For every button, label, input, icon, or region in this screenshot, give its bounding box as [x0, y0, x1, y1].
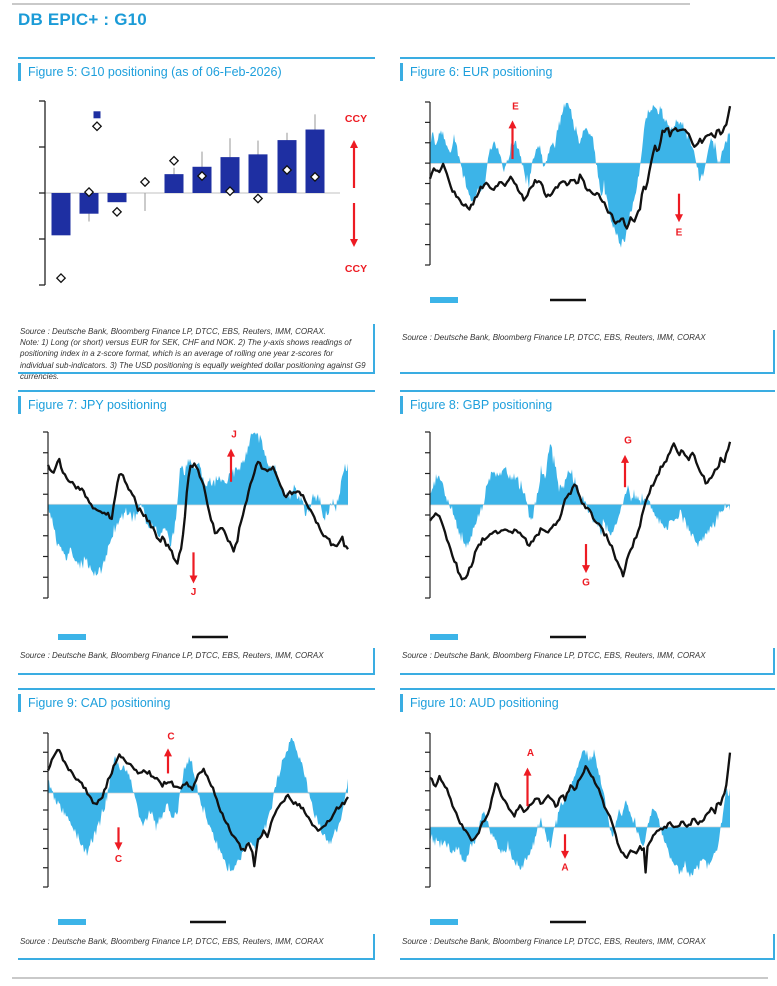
legend-area-swatch	[430, 919, 458, 925]
page-title: DB EPIC+ : G10	[18, 10, 147, 29]
figure-8-panel	[400, 390, 775, 675]
svg-text:CCY: CCY	[344, 113, 368, 125]
figure-5-footer	[18, 324, 375, 381]
gbp-positioning-chart	[400, 390, 775, 675]
figure-5-panel	[18, 57, 375, 381]
svg-text:J: J	[190, 587, 197, 599]
figure-6-title: Figure 6: EUR positioning	[400, 63, 552, 81]
svg-text:J: J	[231, 429, 237, 441]
figure-9-footer	[18, 934, 375, 960]
svg-text:G: G	[582, 577, 590, 589]
svg-text:C: C	[167, 731, 175, 743]
figure-10-panel	[400, 688, 775, 960]
figure-5-note: Note: 1) Long (or short) versus EUR for SEK, CHF and NOK. 2) The y-axis shows readings of positioning index in a z-score format, which is an average of rolling one year z-scores for individual sub-indicators. 3) The USD positioning is equally weighted dollar positioning against G9 currencies.	[20, 338, 366, 381]
svg-text:A: A	[526, 748, 535, 760]
figure-10-source: Source : Deutsche Bank, Bloomberg Finance LP, DTCC, EBS, Reuters, IMM, CORAX	[402, 937, 706, 946]
svg-text:E: E	[675, 227, 683, 239]
figure-8-footer	[400, 648, 775, 675]
figure-9-source: Source : Deutsche Bank, Bloomberg Finance LP, DTCC, EBS, Reuters, IMM, CORAX	[20, 937, 324, 946]
figure-7-source: Source : Deutsche Bank, Bloomberg Finance LP, DTCC, EBS, Reuters, IMM, CORAX	[20, 651, 324, 660]
legend-area-swatch	[430, 297, 458, 303]
figure-8-source: Source : Deutsche Bank, Bloomberg Finance LP, DTCC, EBS, Reuters, IMM, CORAX	[402, 651, 706, 660]
svg-text:G: G	[624, 435, 632, 447]
legend-area-swatch	[58, 919, 86, 925]
aud-positioning-chart	[400, 688, 775, 960]
figure-5-source: Source : Deutsche Bank, Bloomberg Finance LP, DTCC, EBS, Reuters, IMM, CORAX.	[20, 327, 326, 336]
figure-6-source: Source : Deutsche Bank, Bloomberg Finance LP, DTCC, EBS, Reuters, IMM, CORAX	[402, 333, 706, 342]
figure-10-title: Figure 10: AUD positioning	[400, 694, 559, 712]
eur-positioning-chart	[400, 57, 775, 374]
figure-9-panel	[18, 688, 375, 960]
figure-7-panel	[18, 390, 375, 675]
figure-7-footer	[18, 648, 375, 675]
legend-area-swatch	[58, 634, 86, 640]
figure-10-footer	[400, 934, 775, 960]
jpy-positioning-chart	[18, 390, 375, 675]
legend-area-swatch	[430, 634, 458, 640]
bottom-page-rule	[12, 977, 768, 979]
figure-5-title: Figure 5: G10 positioning (as of 06-Feb-2026)	[18, 63, 282, 81]
svg-text:E: E	[512, 101, 519, 113]
cad-positioning-chart	[18, 688, 375, 960]
svg-text:CCY: CCY	[344, 263, 368, 275]
figure-6-panel	[400, 57, 775, 374]
top-page-rule	[12, 3, 690, 5]
svg-text:A: A	[561, 862, 569, 874]
figure-8-title: Figure 8: GBP positioning	[400, 396, 552, 414]
svg-text:C: C	[114, 853, 123, 865]
figure-7-title: Figure 7: JPY positioning	[18, 396, 167, 414]
figure-6-footer	[400, 330, 775, 374]
figure-9-title: Figure 9: CAD positioning	[18, 694, 170, 712]
